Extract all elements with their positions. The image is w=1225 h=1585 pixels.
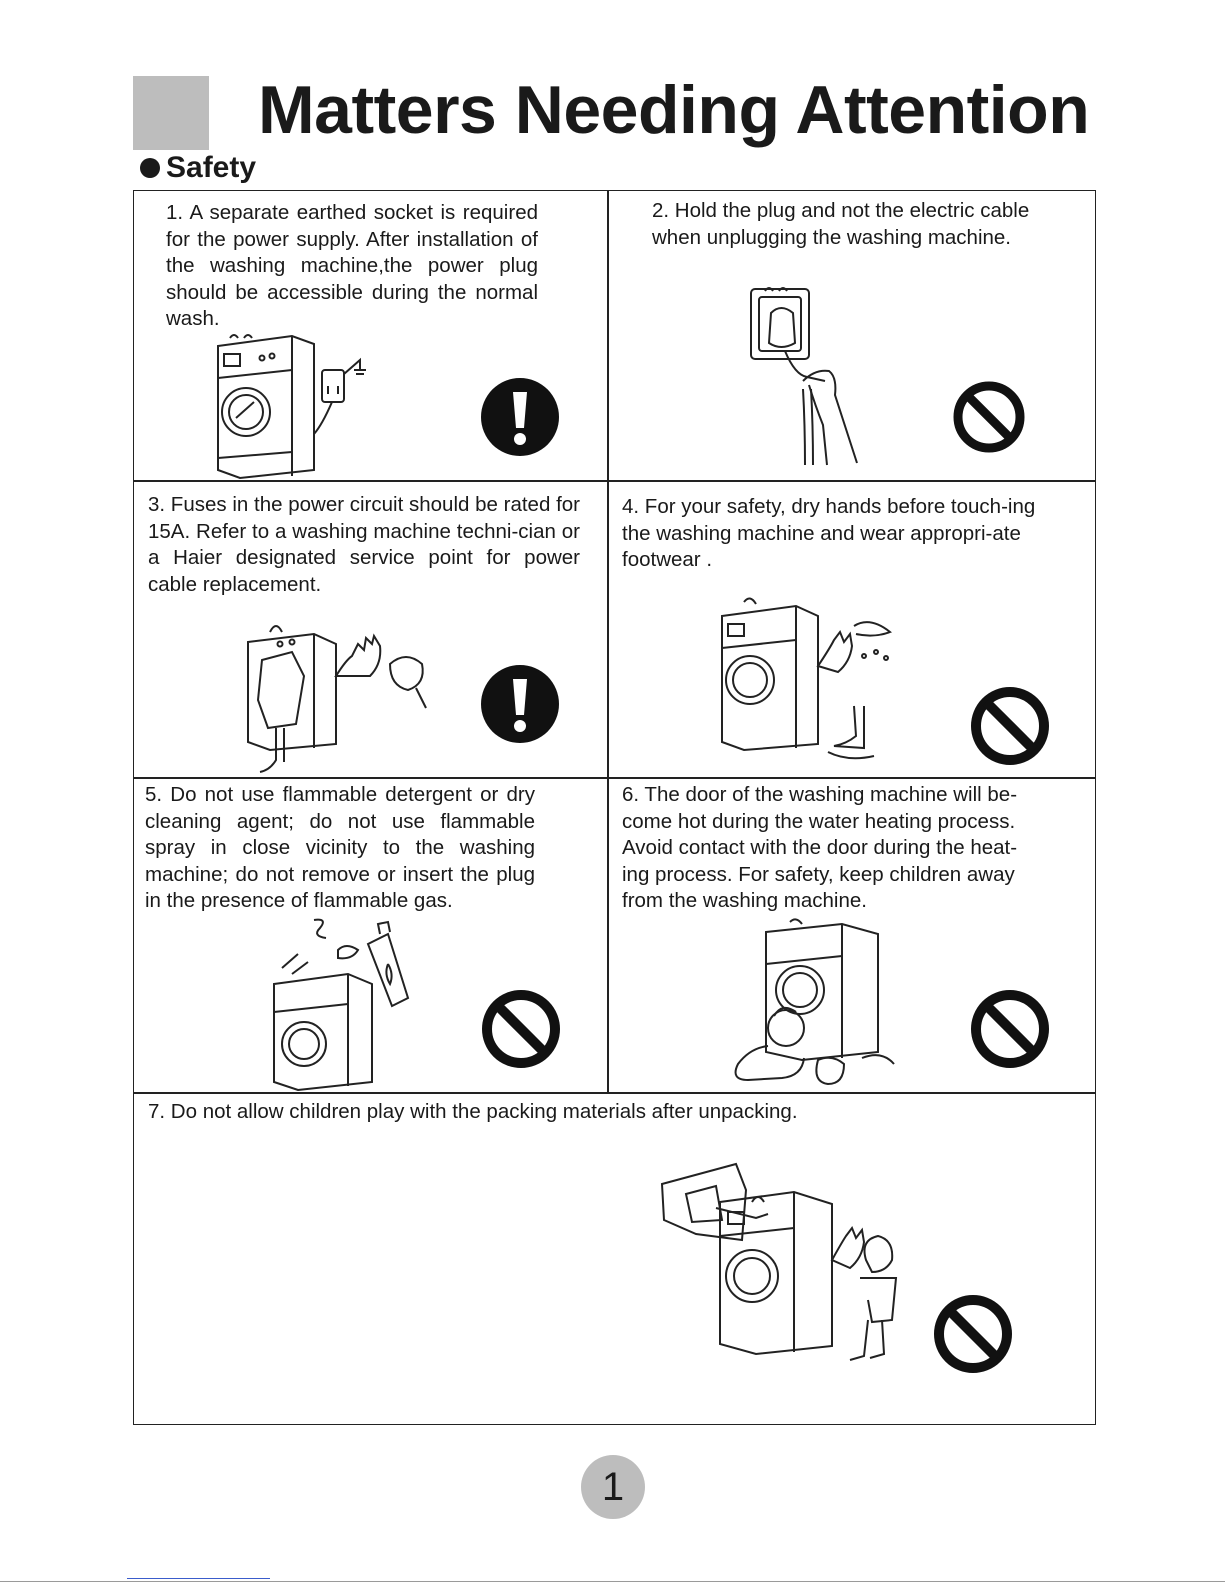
page-number: 1: [581, 1455, 645, 1519]
grid-divider-vertical: [607, 190, 609, 1094]
exclamation-icon: [481, 665, 559, 743]
prohibition-icon: [971, 687, 1049, 765]
packing-materials-illustration: [656, 1160, 926, 1370]
bottom-link-underline: [127, 1578, 270, 1579]
section-label: Safety: [166, 151, 257, 184]
page-title: Matters Needing Attention: [258, 72, 1090, 148]
grid-divider-row-3: [133, 1092, 1096, 1094]
hand-unplugging-illustration: [745, 285, 875, 470]
prohibition-icon: [482, 990, 560, 1068]
item-text: 1. A separate earthed socket is required for the power supply. After installation of the washing machine,the power plug should be accessible during the normal wash.: [166, 201, 538, 331]
prohibition-icon: [971, 990, 1049, 1068]
item-text: 4. For your safety, dry hands before touch-ing the washing machine and wear appropri-ate footwear .: [622, 495, 1036, 572]
item-text: 7. Do not allow children play with the packing materials after unpacking.: [148, 1100, 798, 1123]
child-near-door-illustration: [722, 918, 902, 1086]
item-text: 6. The door of the washing machine will be-come hot during the water heating process. Avoid contact with the door during the heat-ing process. For safety, keep children away from the washing machine.: [622, 783, 1018, 913]
section-heading: [140, 150, 256, 186]
prohibition-icon: [934, 1295, 1012, 1373]
item-text: 5. Do not use flammable detergent or dry cleaning agent; do not use flammable spray in close vicinity to the washing machine; do not remove or insert the plug in the presence of flammable gas.: [145, 783, 535, 913]
grid-divider-row-2: [133, 777, 1096, 779]
grid-divider-row-1: [133, 480, 1096, 482]
wet-hands-illustration: [714, 596, 904, 771]
header-gray-tab: [133, 76, 209, 150]
bottom-rule: [0, 1581, 1225, 1582]
item-text: 3. Fuses in the power circuit should be rated for 15A. Refer to a washing machine techni-cian or a Haier designated service point for power cable replacement.: [148, 493, 580, 596]
prohibition-icon: [953, 381, 1025, 453]
flammable-spray-illustration: [268, 914, 418, 1092]
washing-machine-socket-illustration: [210, 330, 380, 480]
bullet-icon: [140, 158, 160, 178]
exclamation-icon: [481, 378, 559, 456]
cable-replacement-illustration: [240, 620, 440, 775]
item-text: 2. Hold the plug and not the electric cable when unplugging the washing machine.: [652, 199, 1030, 249]
